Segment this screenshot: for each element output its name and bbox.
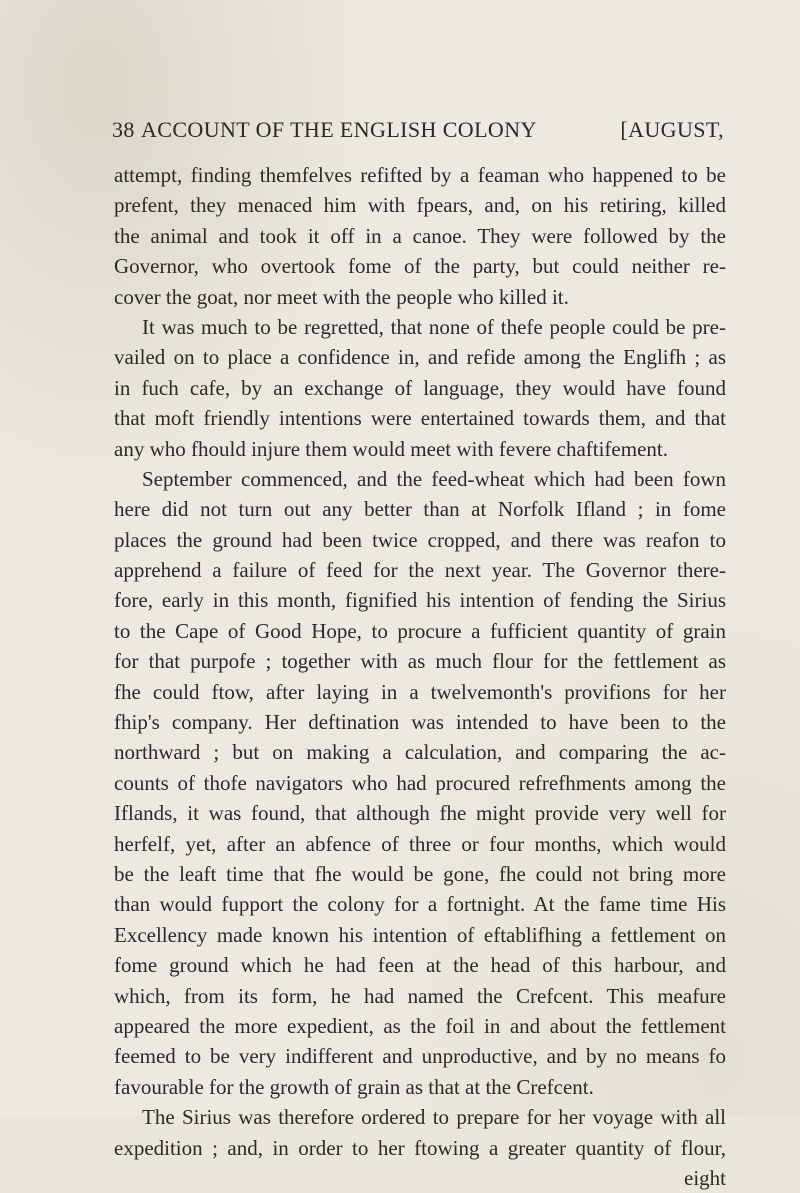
text-line: fhe could ftow, after laying in a twelvemonth's provifions for her xyxy=(114,679,726,704)
text-line: favourable for the growth of grain as that at the Crefcent. xyxy=(114,1074,594,1099)
text-line: apprehend a failure of feed for the next year. The Governor there- xyxy=(114,558,726,583)
text-line: appeared the more expedient, as the foil in and about the fettlement xyxy=(114,1013,726,1038)
text-line: the animal and took it off in a canoe. They were followed by the xyxy=(114,223,726,248)
text-line: cover the goat, nor meet with the people who killed it. xyxy=(114,284,569,309)
text-line: Excellency made known his intention of eftablifhing a fettlement on xyxy=(114,922,726,947)
text-line: September commenced, and the feed-wheat which had been fown xyxy=(142,466,726,491)
text-line: prefent, they menaced him with fpears, and, on his retiring, killed xyxy=(114,193,726,218)
running-title: ACCOUNT OF THE ENGLISH COLONY xyxy=(141,117,537,142)
running-header xyxy=(112,117,724,147)
text-line: herfelf, yet, after an abfence of three or four months, which would xyxy=(114,831,726,856)
page-number: 38 xyxy=(112,117,135,142)
text-line: feemed to be very indifferent and unproductive, and by no means fo xyxy=(114,1044,726,1069)
text-line: fhip's company. Her deftination was intended to have been to the xyxy=(114,710,726,735)
text-line: counts of thofe navigators who had procured refrefhments among the xyxy=(114,770,726,795)
text-line: fore, early in this month, fignified his intention of fending the Sirius xyxy=(114,588,726,613)
body-text xyxy=(114,160,726,1193)
text-line: that moft friendly intentions were entertained towards them, and that xyxy=(114,406,726,431)
text-line: Iflands, it was found, that although fhe might provide very well for xyxy=(114,801,726,826)
text-line: places the ground had been twice cropped, and there was reafon to xyxy=(114,527,726,552)
text-line: any who fhould injure them would meet with fevere chaftifement. xyxy=(114,436,668,461)
text-line: The Sirius was therefore ordered to prepare for her voyage with all xyxy=(142,1105,726,1130)
text-line: Governor, who overtook fome of the party, but could neither re- xyxy=(114,254,726,279)
catchword: eight xyxy=(684,1165,726,1190)
text-line: expedition ; and, in order to her ftowing a greater quantity of flour, xyxy=(114,1135,726,1160)
text-line: northward ; but on making a calculation, and comparing the ac- xyxy=(114,740,726,765)
text-line: for that purpofe ; together with as much flour for the fettlement as xyxy=(114,649,726,674)
text-line: attempt, finding themfelves refifted by a feaman who happened to be xyxy=(114,163,726,187)
running-month: [AUGUST, xyxy=(620,117,724,142)
text-line: be the leaft time that fhe would be gone, fhe could not bring more xyxy=(114,861,726,886)
text-line: fome ground which he had feen at the head of this harbour, and xyxy=(114,953,726,978)
text-line: to the Cape of Good Hope, to procure a fufficient quantity of grain xyxy=(114,618,726,643)
text-line: than would fupport the colony for a fortnight. At the fame time His xyxy=(114,892,726,917)
text-line: in fuch cafe, by an exchange of language, they would have found xyxy=(114,375,726,400)
text-line: It was much to be regretted, that none of thefe people could be pre- xyxy=(142,314,726,339)
text-line: vailed on to place a confidence in, and refide among the Englifh ; as xyxy=(114,345,726,370)
text-line: here did not turn out any better than at Norfolk Ifland ; in fome xyxy=(114,497,726,522)
text-line: which, from its form, he had named the Crefcent. This meafure xyxy=(114,983,726,1008)
